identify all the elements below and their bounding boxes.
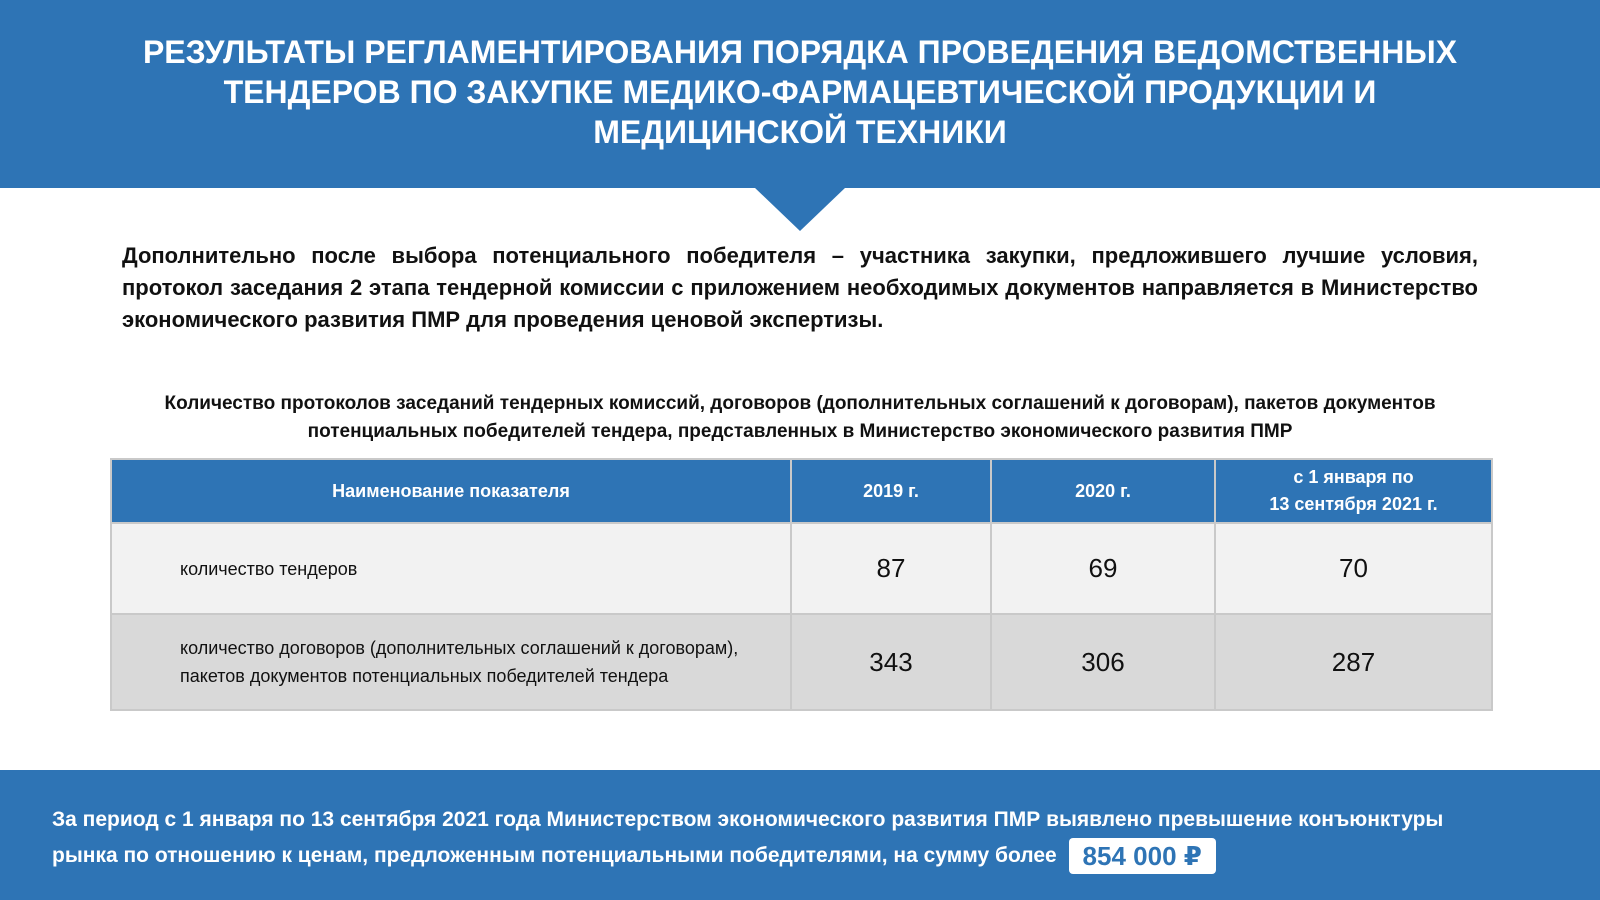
footer-summary-text: За период с 1 января по 13 сентября 2021 года Министерством экономического развития ПМР выявлено превышение конъюнктуры рынка по отношению к ценам, предложенным потенциальными победителями, на сумму более xyxy=(52,808,1444,867)
intro-paragraph: Дополнительно после выбора потенциального победителя – участника закупки, предложившего лучшие условия, протокол заседания 2 этапа тендерной комиссии с приложением необходимых документов направляется в Министерство экономического развития ПМР для проведения ценовой экспертизы. xyxy=(122,243,1478,332)
row-label: количество договоров (дополнительных соглашений к договорам), пакетов документов потенциальных победителей тендера xyxy=(111,614,791,710)
cell-2019: 87 xyxy=(791,523,991,614)
header-2021-line1: с 1 января по xyxy=(1293,467,1414,487)
indicators-table xyxy=(110,458,1493,711)
table-row xyxy=(111,523,1492,614)
cell-2021: 287 xyxy=(1215,614,1492,710)
cell-2020: 69 xyxy=(991,523,1215,614)
header-2020: 2020 г. xyxy=(991,459,1215,523)
table-row xyxy=(111,614,1492,710)
table-header-row xyxy=(111,459,1492,523)
page-title: РЕЗУЛЬТАТЫ РЕГЛАМЕНТИРОВАНИЯ ПОРЯДКА ПРОВЕДЕНИЯ ВЕДОМСТВЕННЫХ ТЕНДЕРОВ ПО ЗАКУПКЕ МЕДИКО-ФАРМАЦЕВТИЧЕСКОЙ ПРОДУКЦИИ И МЕДИЦИНСКОЙ ТЕХНИКИ xyxy=(142,34,1458,150)
footer-banner xyxy=(0,770,1600,900)
header-2021 xyxy=(1215,459,1492,523)
header-2021-line2: 13 сентября 2021 г. xyxy=(1269,494,1438,514)
header-banner xyxy=(0,0,1600,188)
header-arrow-decoration xyxy=(754,187,846,231)
cell-2021: 70 xyxy=(1215,523,1492,614)
header-2019: 2019 г. xyxy=(791,459,991,523)
amount-badge: 854 000 ₽ xyxy=(1069,838,1216,874)
table-caption: Количество протоколов заседаний тендерных комиссий, договоров (дополнительных соглашений к договорам), пакетов документов потенциальных победителей тендера, представленных в Министерство экономического развития ПМР xyxy=(164,393,1436,442)
cell-2020: 306 xyxy=(991,614,1215,710)
cell-2019: 343 xyxy=(791,614,991,710)
header-name: Наименование показателя xyxy=(111,459,791,523)
row-label: количество тендеров xyxy=(111,523,791,614)
footer-summary xyxy=(52,802,1502,874)
